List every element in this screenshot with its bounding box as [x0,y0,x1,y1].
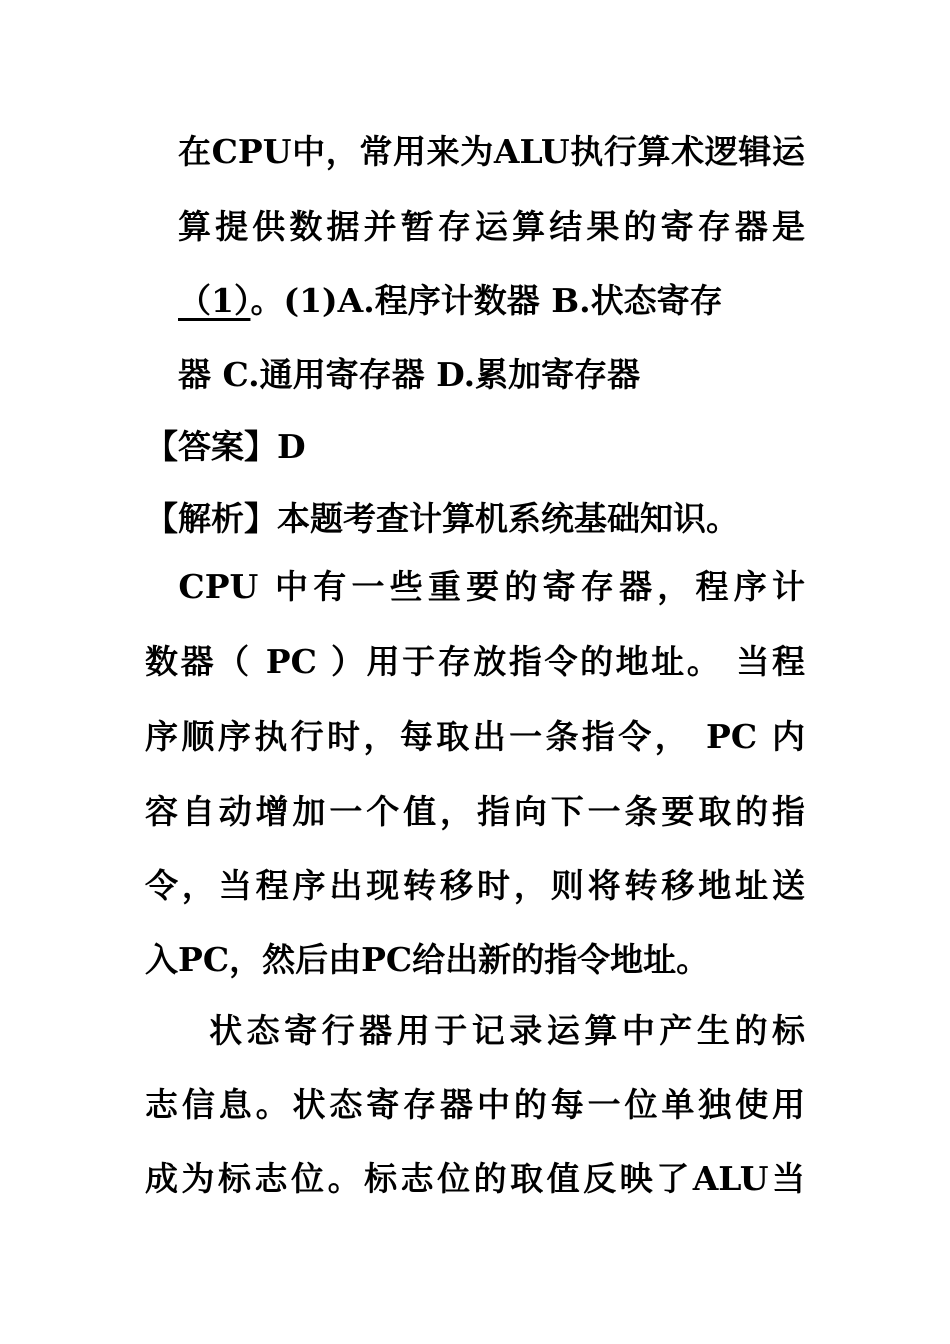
question-line-4: 器 C.通用寄存器 D.累加寄存器 [178,355,641,394]
analysis-para2-line: 志信息。状态寄存器中的每一位单独使用 [145,1085,805,1124]
question-line-1: 在CPU中，常用来为ALU执行算术逻辑运 [178,132,805,171]
analysis-para2-line: 成为标志位。标志位的取值反映了ALU当 [145,1159,805,1198]
analysis-para1-line: CPU 中有一些重要的寄存器，程序计 [145,567,805,606]
analysis-para1-line: 序顺序执行时，每取出一条指令， PC 内 [145,717,805,756]
analysis-heading: 【解析】本题考查计算机系统基础知识。 [145,499,739,538]
answer-line: 【答案】D [145,427,306,466]
analysis-para1-line: 容自动增加一个值，指向下一条要取的指 [145,792,805,831]
question-line-2: 算提供数据并暂存运算结果的寄存器是 [178,207,805,246]
analysis-para1-line: 入PC，然后由PC给出新的指令地址。 [145,940,710,979]
analysis-para1-line: 数器（ PC ）用于存放指令的地址。 当程 [145,642,805,681]
analysis-para2-line: 状态寄行器用于记录运算中产生的标 [145,1011,805,1050]
answer-blank: （1） [178,281,251,320]
question-line-3-rest: 。(1)A.程序计数器 B.状态寄存 [250,281,723,320]
analysis-para1-line: 令，当程序出现转移时，则将转移地址送 [145,866,805,905]
question-line-3 [178,281,805,321]
